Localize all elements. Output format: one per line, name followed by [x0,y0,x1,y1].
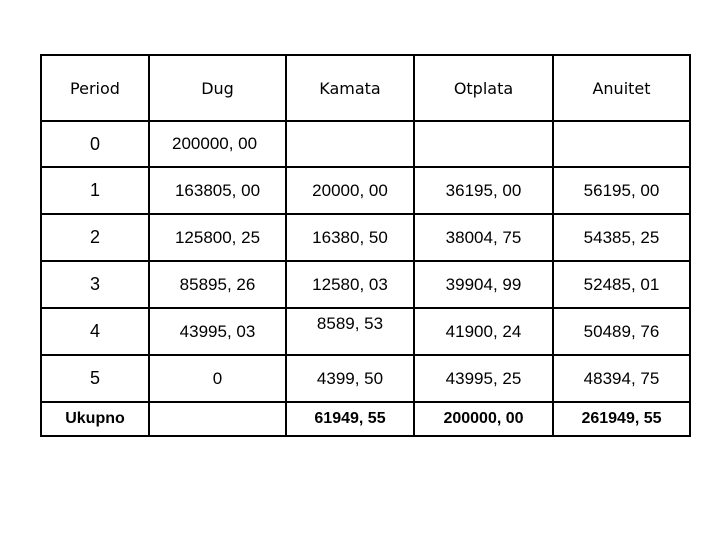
cell-kamata [286,121,414,167]
cell-otplata: 38004, 75 [414,214,553,261]
table-row [41,121,690,167]
cell-anuitet: 52485, 01 [553,261,690,308]
cell-total-label: Ukupno [41,402,149,436]
cell-period: 1 [41,167,149,214]
table-row [41,261,690,308]
cell-period: 3 [41,261,149,308]
cell-kamata: 4399, 50 [286,355,414,402]
table-row [41,308,690,355]
cell-dug: 0 [149,355,286,402]
header-period: Period [41,55,149,121]
cell-dug: 125800, 25 [149,214,286,261]
cell-dug: 163805, 00 [149,167,286,214]
cell-anuitet: 54385, 25 [553,214,690,261]
cell-dug: 43995, 03 [149,308,286,355]
cell-kamata-text: 8589, 53 [316,313,384,333]
cell-anuitet: 50489, 76 [553,308,690,355]
header-dug: Dug [149,55,286,121]
cell-otplata: 41900, 24 [414,308,553,355]
cell-period: 5 [41,355,149,402]
table-row [41,167,690,214]
header-anuitet: Anuitet [553,55,690,121]
cell-kamata: 12580, 03 [286,261,414,308]
cell-anuitet: 48394, 75 [553,355,690,402]
table-row [41,355,690,402]
header-kamata: Kamata [286,55,414,121]
cell-anuitet [553,121,690,167]
cell-total-dug [149,402,286,436]
cell-otplata: 39904, 99 [414,261,553,308]
cell-period: 0 [41,121,149,167]
cell-total-anuitet: 261949, 55 [553,402,690,436]
table-row [41,214,690,261]
cell-dug: 200000, 00 [149,121,286,167]
header-row [41,55,690,121]
total-row [41,402,690,436]
cell-otplata: 43995, 25 [414,355,553,402]
cell-otplata [414,121,553,167]
cell-kamata: 20000, 00 [286,167,414,214]
cell-otplata: 36195, 00 [414,167,553,214]
amortization-table [40,54,691,437]
cell-period: 2 [41,214,149,261]
cell-dug: 85895, 26 [149,261,286,308]
cell-anuitet: 56195, 00 [553,167,690,214]
header-otplata: Otplata [414,55,553,121]
cell-total-kamata: 61949, 55 [286,402,414,436]
cell-kamata: 16380, 50 [286,214,414,261]
cell-period: 4 [41,308,149,355]
cell-kamata [286,308,414,355]
cell-total-otplata: 200000, 00 [414,402,553,436]
